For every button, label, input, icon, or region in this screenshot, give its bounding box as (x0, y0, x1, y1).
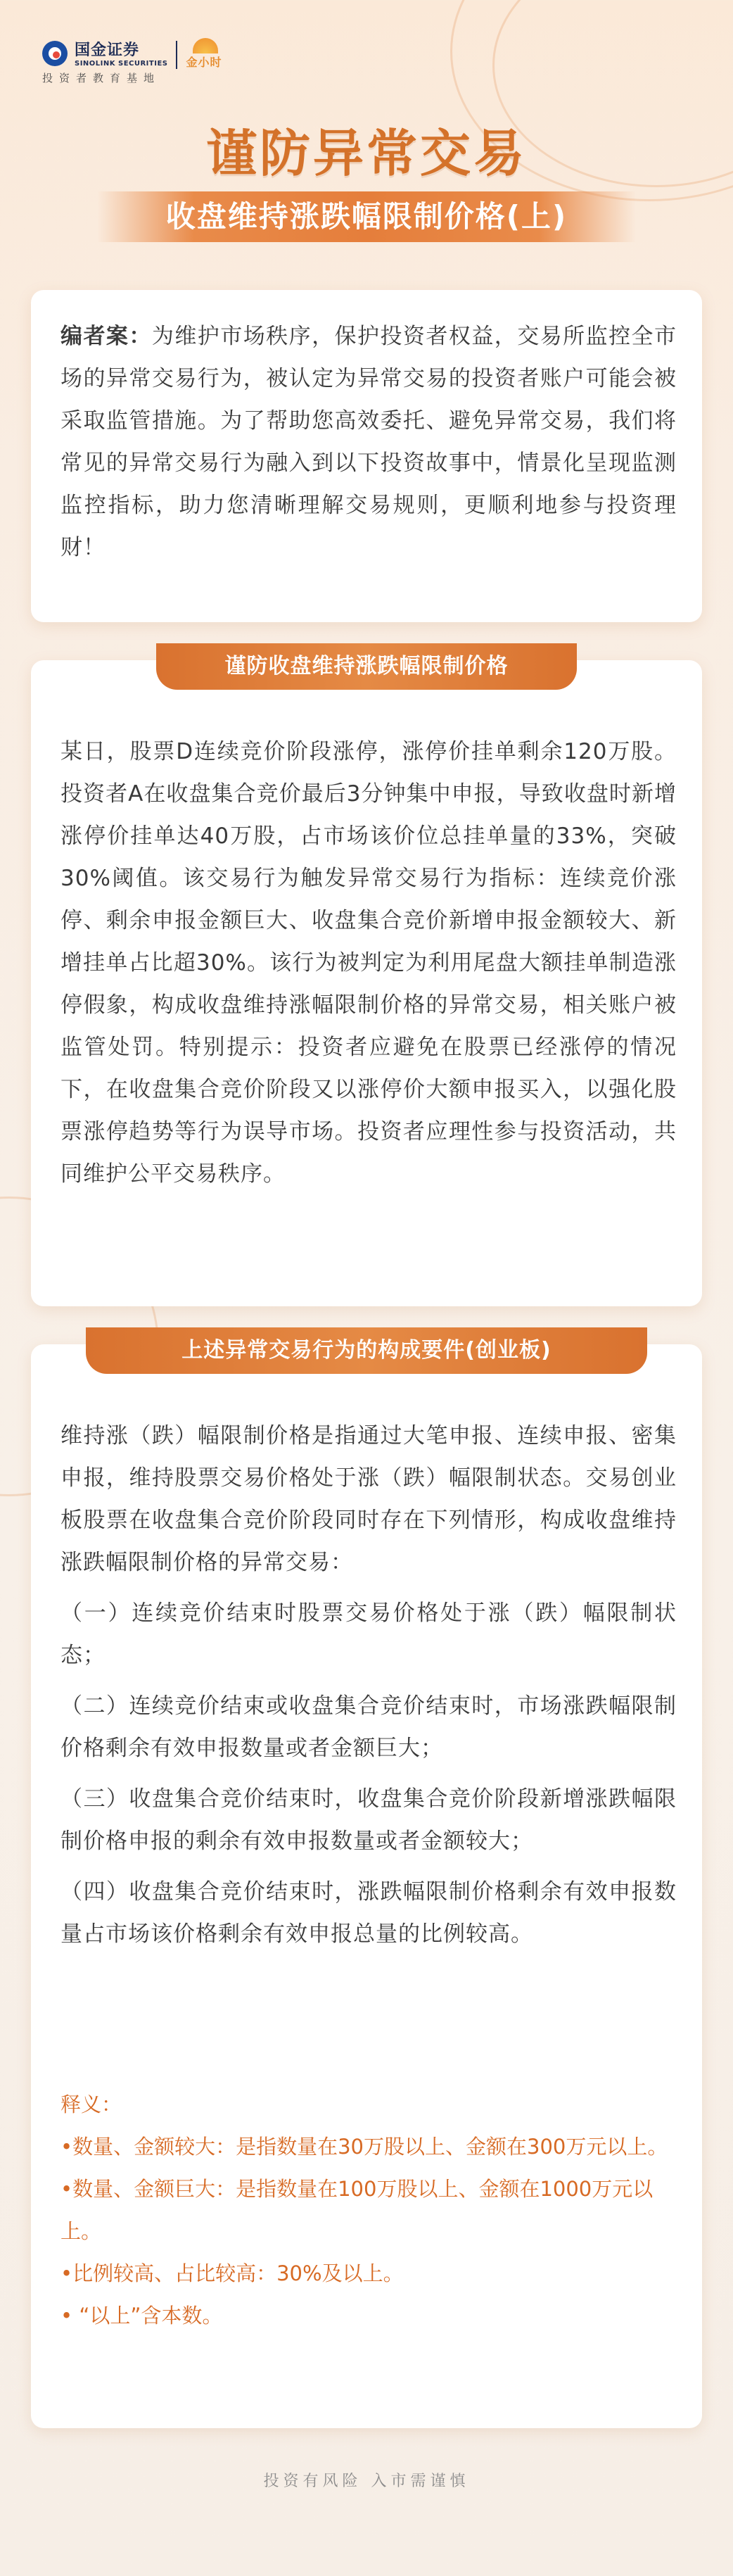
glossary (60, 2083, 677, 2337)
elements-card (31, 1338, 702, 2428)
page-subtitle: 收盘维持涨跌幅限制价格(上) (97, 191, 636, 242)
brand-name: 国金证券 (75, 42, 140, 59)
sun-icon (193, 38, 218, 53)
risk-disclaimer: 投资有风险 入市需谨慎 (263, 2473, 470, 2490)
elements-paragraph: （三）收盘集合竞价结束时，收盘集合竞价阶段新增涨跌幅限制价格申报的剩余有效申报数量或者金额较大； (60, 1786, 677, 1854)
jin-xiaoshi-badge (186, 38, 238, 69)
elements-text (60, 1415, 677, 1964)
glossary-item: •比例较高、占比较高：30%及以上。 (60, 2261, 404, 2285)
intro-text-block (60, 315, 677, 569)
editor-note-text: 为维护市场秩序，保护投资者权益，交易所监控全市场的异常交易行为，被认定为异常交易的投资者账户可能会被采取监管措施。为了帮助您高效委托、避免异常交易，我们将常见的异常交易行为融入到以下投资故事中，情景化呈现监测监控指标，助力您清晰理解交易规则，更顺利地参与投资理财！ (60, 324, 677, 560)
case-study-card (31, 654, 702, 1306)
glossary-item: •数量、金额巨大：是指数量在100万股以上、金额在1000万元以上。 (60, 2177, 654, 2243)
glossary-item: • “以上”含本数。 (60, 2304, 223, 2328)
intro-card (31, 290, 702, 622)
brand-subtitle: 投资者教育基地 (42, 72, 161, 84)
case-study-text: 某日，股票D连续竞价阶段涨停，涨停价挂单剩余120万股。投资者A在收盘集合竞价最后3分钟集中申报，导致收盘时新增涨停价挂单达40万股，占市场该价位总挂单量的33%，突破30%阈值。该交易行为触发异常交易行为指标：连续竞价涨停、剩余申报金额巨大、收盘集合竞价新增申报金额较大、新增挂单占比超30%。该行为被判定为利用尾盘大额挂单制造涨停假象，构成收盘维持涨幅限制价格的异常交易，相关账户被监管处罚。特别提示：投资者应避免在股票已经涨停的情况下，在收盘集合竞价阶段又以涨停价大额申报买入，以强化股票涨停趋势等行为误导市场。投资者应理性参与投资活动，共同维护公平交易秩序。 (60, 739, 677, 1187)
sinolink-logo-icon (42, 41, 68, 66)
brand-header (42, 38, 238, 69)
glossary-item: •数量、金额较大：是指数量在30万股以上、金额在300万元以上。 (60, 2135, 668, 2159)
glossary-title: 释义： (60, 2092, 122, 2116)
page-title: 谨防异常交易 (205, 123, 527, 183)
editor-note-label: 编者案： (60, 324, 152, 349)
brand-text (75, 38, 167, 68)
elements-paragraph: （四）收盘集合竞价结束时，涨跌幅限制价格剩余有效申报数量占市场该价格剩余有效申报总量的比例较高。 (60, 1879, 677, 1947)
section-header: 上述异常交易行为的构成要件(创业板) (86, 1327, 647, 1374)
elements-paragraph: 维持涨（跌）幅限制价格是指通过大笔申报、连续申报、密集申报，维持股票交易价格处于涨（跌）幅限制状态。交易创业板股票在收盘集合竞价阶段同时存在下列情形，构成收盘维持涨跌幅限制价格的异常交易： (60, 1423, 677, 1575)
section-header: 谨防收盘维持涨跌幅限制价格 (156, 643, 577, 690)
brand-divider (176, 41, 177, 69)
elements-paragraph: （二）连续竞价结束或收盘集合竞价结束时，市场涨跌幅限制价格剩余有效申报数量或者金额巨大； (60, 1693, 677, 1761)
elements-paragraph: （一）连续竞价结束时股票交易价格处于涨（跌）幅限制状态； (60, 1600, 677, 1668)
brand-english-name: SINOLINK SECURITIES (75, 60, 168, 68)
badge-text: 金小时 (186, 56, 222, 69)
